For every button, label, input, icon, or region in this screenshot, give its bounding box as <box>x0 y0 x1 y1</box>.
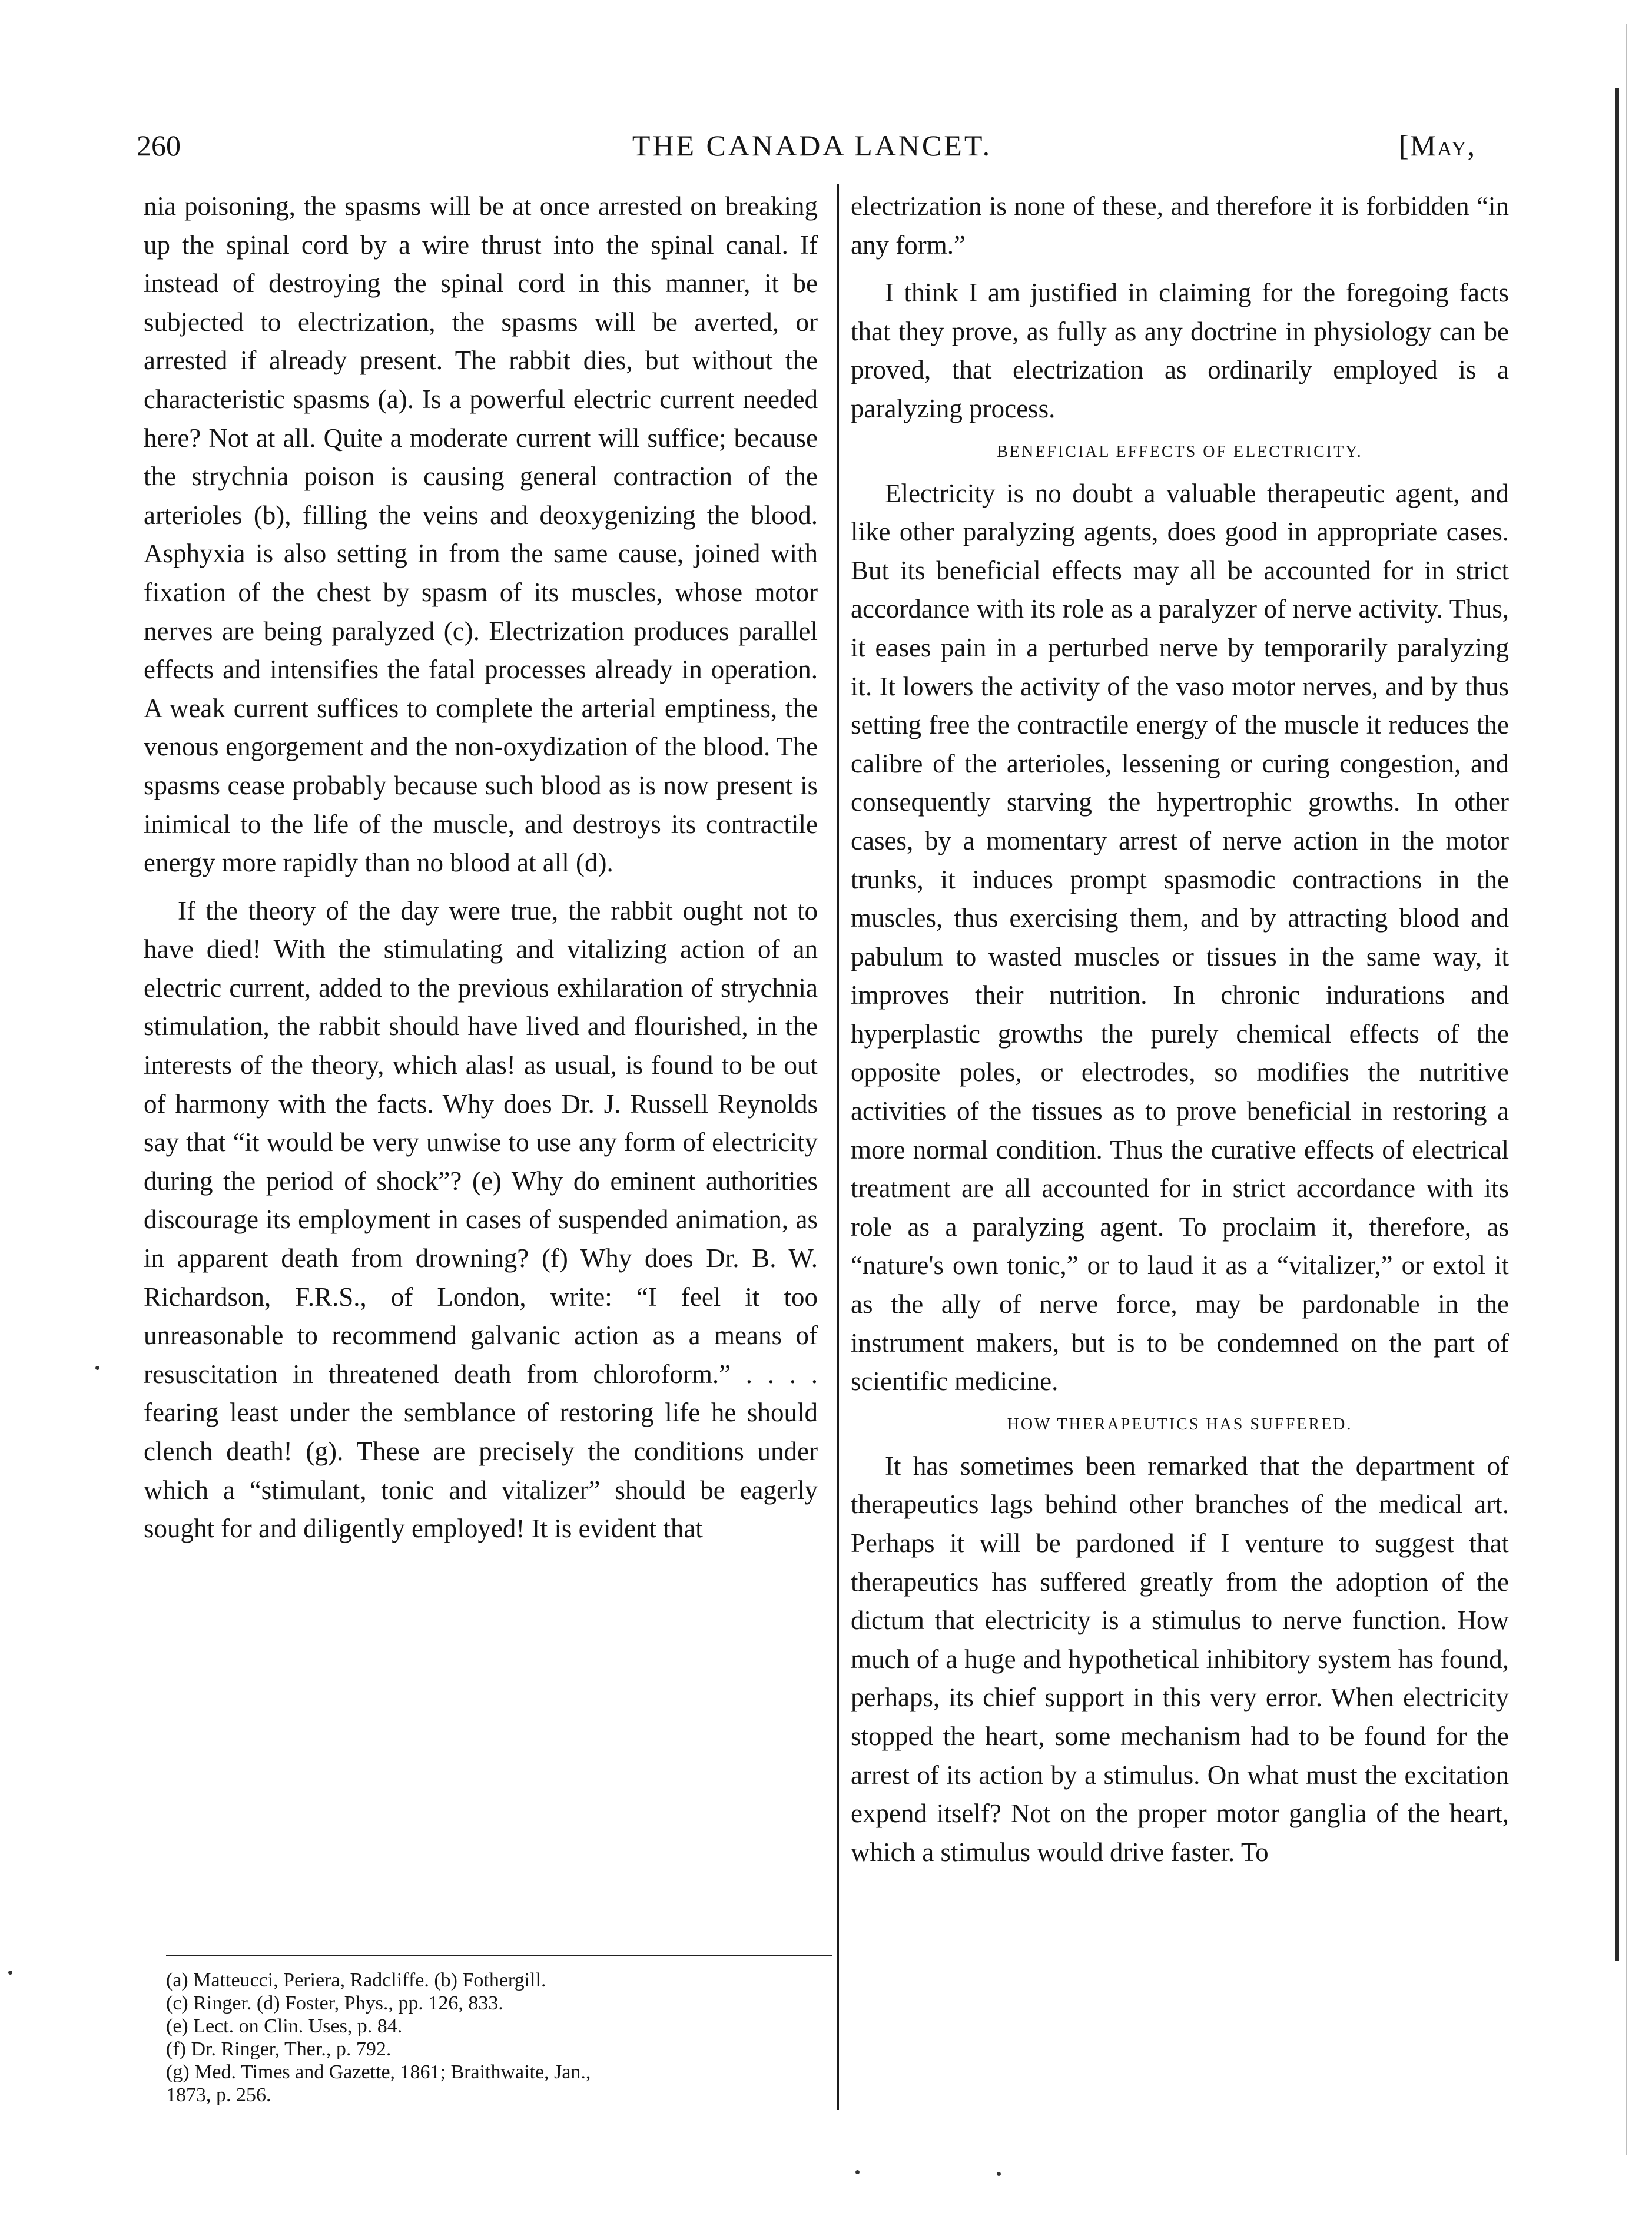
footnote-line: 1873, p. 256. <box>166 2084 271 2106</box>
running-title: THE CANADA LANCET. <box>632 129 993 162</box>
right-paragraph-1: electrization is none of these, and therefore it is forbidden “in any form.” <box>851 191 1509 260</box>
header-month: [May, <box>1399 129 1476 162</box>
page-number: 260 <box>137 129 181 162</box>
footnote-line: (c) Ringer. (d) Foster, Phys., pp. 126, 833. <box>166 1992 503 2014</box>
speck-mark <box>997 2172 1001 2176</box>
column-divider <box>837 184 839 2110</box>
speck-mark <box>8 1971 12 1975</box>
page-edge-line <box>1626 24 1627 2155</box>
footnote-line: (f) Dr. Ringer, Ther., p. 792. <box>166 2038 392 2060</box>
footnote-rule <box>166 1955 832 1956</box>
left-paragraph-2: If the theory of the day were true, the rabbit ought not to have died! With the stimulating and vitalizing action of an electric current, added to the previous exhilaration of strychnia stimulation, the rabbit should have lived and flourished, in the interests of the theory, which alas! as usual, is found to be out of harmony with the facts. Why does Dr. J. Russell Reynolds say that “it would be very unwise to use any form of electricity during the period of shock”? (e) Why do eminent authorities discourage its employment in cases of suspended animation, as in apparent death from drowning? (f) Why does Dr. B. W. Richardson, F.R.S., of London, write: “I feel it too unreasonable to recommend galvanic action as a means of resuscitation in threatened death from chloroform.” . . . . fearing least under the semblance of restoring life he should clench death! (g). These are precisely the conditions under which a “stimulant, tonic and vitalizer” should be eagerly sought for and diligently employed! It is evident that <box>144 895 818 1544</box>
footnote-line: (a) Matteucci, Periera, Radcliffe. (b) Fothergill. <box>166 1969 546 1991</box>
page-edge-shadow <box>1615 88 1619 1961</box>
footnotes <box>166 1969 831 2107</box>
footnote-line: (e) Lect. on Clin. Uses, p. 84. <box>166 2015 403 2037</box>
left-paragraph-1: nia poisoning, the spasms will be at once arrested on breaking up the spinal cord by a wire thrust into the spinal canal. If instead of destroying the spinal cord in this manner, it be subjected to electrization, the spasms will be averted, or arrested if already present. The rabbit dies, but without the characteristic spasms (a). Is a powerful electric current needed here? Not at all. Quite a moderate current will suffice; because the strychnia poison is causing general contraction of the arterioles (b), filling the veins and deoxygenizing the blood. Asphyxia is also setting in from the same cause, joined with fixation of the chest by spasm of its muscles, whose motor nerves are being paralyzed (c). Electrization produces parallel effects and intensifies the fatal processes already in operation. A weak current suffices to complete the arterial emptiness, the venous engorgement and the non-oxydization of the blood. The spasms cease probably because such blood as is now present is inimical to the life of the muscle, and destroys its contractile energy more rapidly than no blood at all (d). <box>144 191 818 878</box>
speck-mark <box>95 1366 99 1370</box>
footnote-line: (g) Med. Times and Gazette, 1861; Braithwaite, Jan., <box>166 2061 591 2083</box>
section-heading-therapeutics: HOW THERAPEUTICS HAS SUFFERED. <box>1007 1415 1353 1434</box>
right-paragraph-3: Electricity is no doubt a valuable therapeutic agent, and like other paralyzing agents, does good in appropriate cases. But its beneficial effects may all be accounted for in strict accordance with its role as a paralyzer of nerve activity. Thus, it eases pain in a perturbed nerve by temporarily paralyzing it. It lowers the activity of the vaso motor nerves, and by thus setting free the contractile energy of the muscle it reduces the calibre of the arterioles, lessening or curing congestion, and consequently starving the hypertrophic growths. In other cases, by a momentary arrest of nerve action in the motor trunks, it induces prompt spasmodic contractions in the muscles, thus exercising them, and by attracting blood and pabulum to wasted muscles or tissues in the same way, it improves their nutrition. In chronic indurations and hyperplastic growths the purely chemical effects of the opposite poles, or electrodes, so modifies the nutritive activities of the tissues as to prove beneficial in restoring a more normal condition. Thus the curative effects of electrical treatment are all accounted for in strict accordance with its role as a paralyzing agent. To proclaim it, therefore, as “nature's own tonic,” or to laud it as a “vitalizer,” or extol it as the ally of nerve force, may be pardonable in the instrument makers, but is to be condemned on the part of scientific medicine. <box>851 478 1509 1397</box>
page-header <box>137 128 1488 175</box>
left-column <box>144 187 818 1548</box>
section-heading-beneficial-effects: BENEFICIAL EFFECTS OF ELECTRICITY. <box>997 442 1363 461</box>
speck-mark <box>855 2170 860 2174</box>
right-column <box>851 187 1509 1872</box>
right-paragraph-4: It has sometimes been remarked that the department of therapeutics lags behind other branches of the medical art. Perhaps it will be pardoned if I venture to suggest that therapeutics has suffered greatly from the adoption of the dictum that electricity is a stimulus to nerve function. How much of a huge and hypothetical inhibitory system has found, perhaps, its chief support in this very error. When electricity stopped the heart, some mechanism had to be found for the arrest of its action by a stimulus. On what must the excitation expend itself? Not on the proper motor ganglia of the heart, which a stimulus would drive faster. To <box>851 1451 1509 1867</box>
right-paragraph-2: I think I am justified in claiming for the foregoing facts that they prove, as fully as any doctrine in physiology can be proved, that electrization as ordinarily employed is a paralyzing process. <box>851 278 1509 423</box>
